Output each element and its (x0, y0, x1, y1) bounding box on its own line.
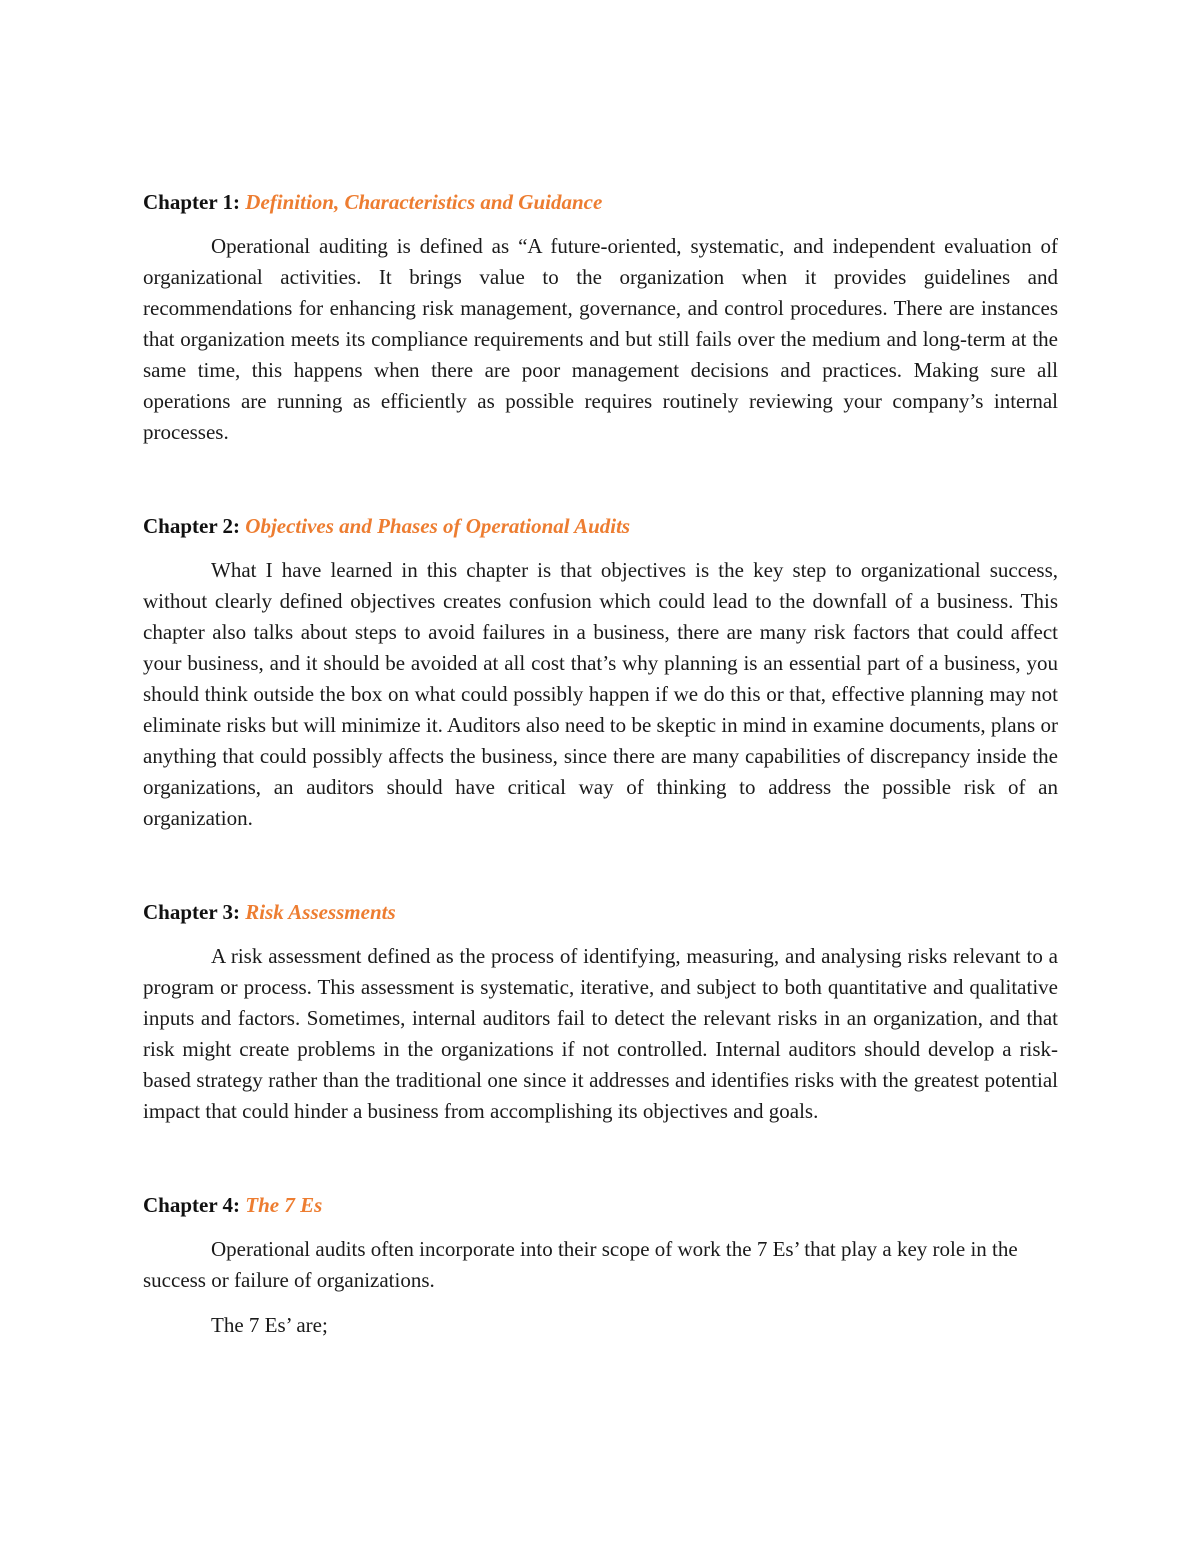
chapter-4-section (143, 1189, 1058, 1341)
chapter-3-section (143, 896, 1058, 1127)
chapter-4-title: The 7 Es (245, 1193, 323, 1217)
chapter-2-paragraph: What I have learned in this chapter is that objectives is the key step to organizational success, without clearly defined objectives creates confusion which could lead to the downfall of a business. This chapter also talks about steps to avoid failures in a business, there are many risk factors that could affect your business, and it should be avoided at all cost that’s why planning is an essential part of a business, you should think outside the box on what could possibly happen if we do this or that, effective planning may not eliminate risks but will minimize it. Auditors also need to be skeptic in mind in examine documents, plans or anything that could possibly affects the business, since there are many capabilities of discrepancy inside the organizations, an auditors should have critical way of thinking to address the possible risk of an organization. (143, 558, 1058, 830)
chapter-3-heading (143, 896, 1058, 929)
chapter-1-label: Chapter 1: (143, 190, 241, 214)
chapter-3-label: Chapter 3: (143, 900, 241, 924)
chapter-1-heading (143, 186, 1058, 219)
chapter-4-paragraph: Operational audits often incorporate into their scope of work the 7 Es’ that play a key role in the success or failure of organizations. (143, 1237, 1018, 1292)
chapter-2-heading (143, 510, 1058, 543)
chapter-4-label: Chapter 4: (143, 1193, 241, 1217)
chapter-4-heading (143, 1189, 1058, 1222)
chapter-2-title: Objectives and Phases of Operational Audits (245, 514, 631, 538)
chapter-1-section (143, 186, 1058, 448)
chapter-2-label: Chapter 2: (143, 514, 241, 538)
chapter-3-title: Risk Assessments (245, 900, 396, 924)
chapter-4-list-intro: The 7 Es’ are; (211, 1313, 328, 1337)
chapter-2-section (143, 510, 1058, 834)
chapter-3-paragraph: A risk assessment defined as the process of identifying, measuring, and analysing risks relevant to a program or process. This assessment is systematic, iterative, and subject to both quantitative and qualitative inputs and factors. Sometimes, internal auditors fail to detect the relevant risks in an organization, and that risk might create problems in the organizations if not controlled. Internal auditors should develop a risk-based strategy rather than the traditional one since it addresses and identifies risks with the greatest potential impact that could hinder a business from accomplishing its objectives and goals. (143, 944, 1058, 1123)
chapter-1-title: Definition, Characteristics and Guidance (245, 190, 603, 214)
chapter-1-paragraph: Operational auditing is defined as “A future-oriented, systematic, and independent evaluation of organizational activities. It brings value to the organization when it provides guidelines and recommendations for enhancing risk management, governance, and control procedures. There are instances that organization meets its compliance requirements and but still fails over the medium and long-term at the same time, this happens when there are poor management decisions and practices. Making sure all operations are running as efficiently as possible requires routinely reviewing your company’s internal processes. (143, 234, 1058, 444)
document-page (143, 186, 1058, 1341)
